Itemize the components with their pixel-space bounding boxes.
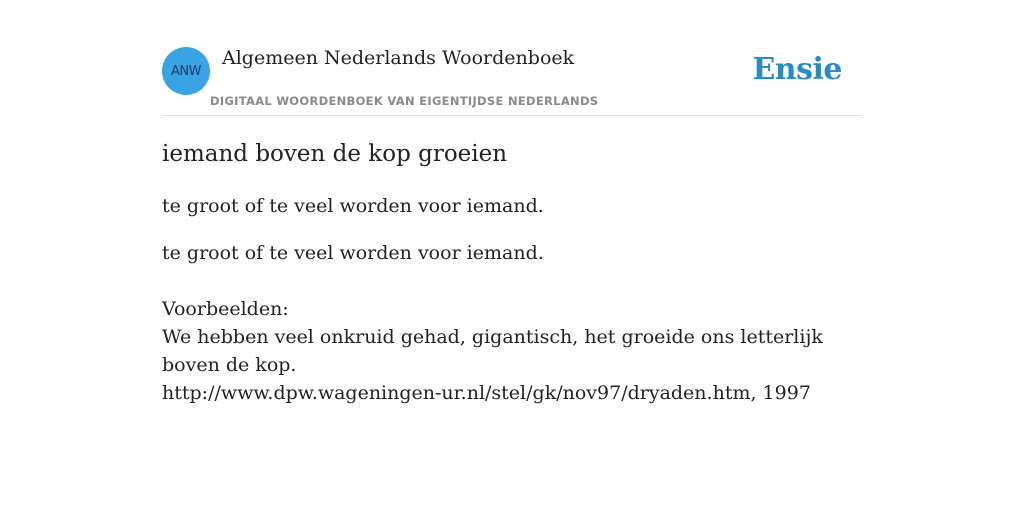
examples-section	[162, 295, 862, 407]
anw-logo[interactable]	[162, 47, 210, 95]
entry-headword: iemand boven de kop groeien	[162, 141, 508, 167]
examples-label: Voorbeelden:	[162, 298, 289, 320]
example-source: http://www.dpw.wageningen-ur.nl/stel/gk/nov97/dryaden.htm, 1997	[162, 382, 811, 404]
site-title[interactable]: Algemeen Nederlands Woordenboek	[222, 47, 575, 69]
logo-text: ANW	[171, 63, 201, 79]
definition-text-full: te groot of te veel worden voor iemand.	[162, 242, 544, 264]
page-container	[162, 0, 862, 404]
ensie-logo[interactable]: Ensie	[752, 52, 842, 87]
site-header	[162, 0, 862, 116]
site-subtitle: DIGITAAL WOORDENBOEK VAN EIGENTIJDSE NEDERLANDS	[210, 94, 599, 108]
definition-text: te groot of te veel worden voor iemand.	[162, 195, 544, 217]
example-text: We hebben veel onkruid gehad, gigantisch, het groeide ons letterlijk boven de kop.	[162, 326, 823, 376]
